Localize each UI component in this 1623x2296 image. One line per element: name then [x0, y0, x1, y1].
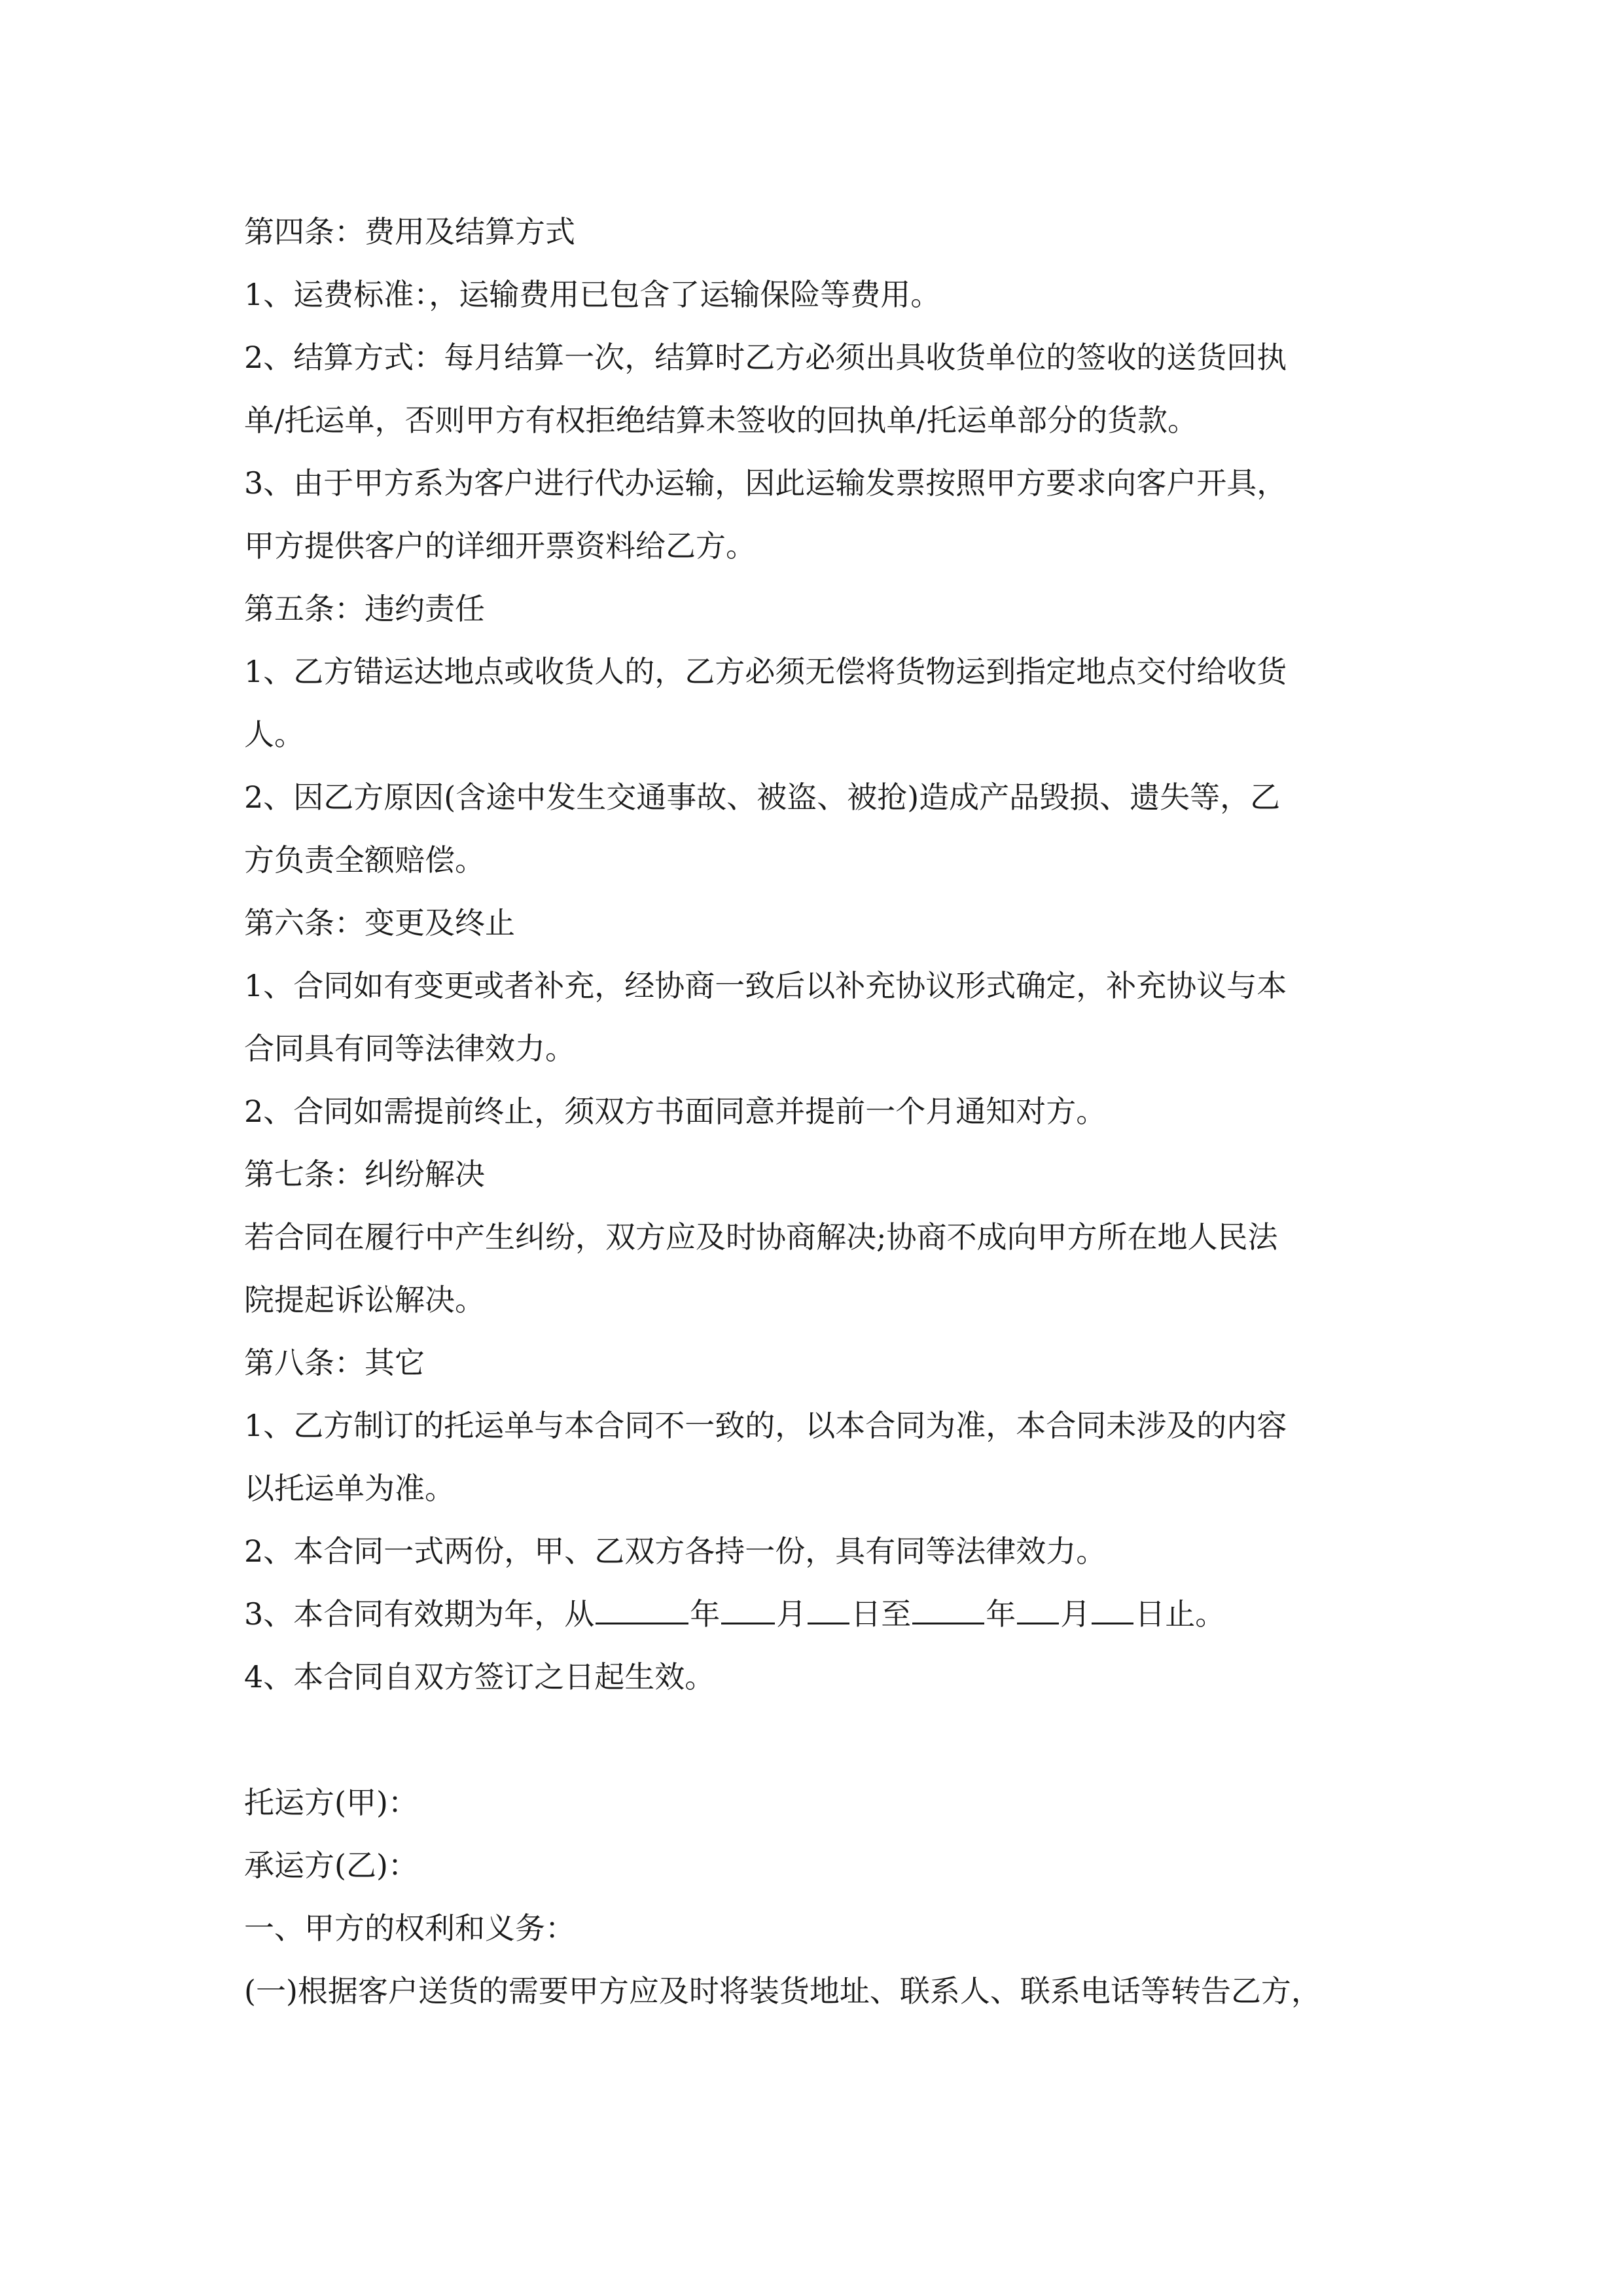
start-month-blank[interactable] — [721, 1594, 775, 1624]
article-7-text-line-2: 院提起诉讼解决。 — [244, 1282, 485, 1318]
start-day-label: 日至 — [851, 1596, 912, 1632]
article-4-item-2-line-2: 单/托运单，否则甲方有权拒绝结算未签收的回执单/托运单部分的货款。 — [244, 403, 1198, 438]
end-year-blank[interactable] — [912, 1594, 984, 1624]
article-6-title: 第六条：变更及终止 — [244, 905, 515, 941]
article-5-item-2-line-1: 2、因乙方原因(含途中发生交通事故、被盗、被抢)造成产品毁损、遗失等，乙 — [244, 780, 1281, 815]
article-8-item-1-line-2: 以托运单为准。 — [244, 1471, 455, 1506]
end-year-label: 年 — [986, 1596, 1016, 1632]
end-month-label: 月 — [1060, 1596, 1091, 1632]
end-month-blank[interactable] — [1017, 1594, 1059, 1624]
article-8-item-3 — [244, 1583, 1396, 1645]
section-1-title: 一、甲方的权利和义务： — [244, 1910, 575, 1946]
start-day-blank[interactable] — [808, 1594, 849, 1624]
shipper-party-label: 托运方(甲)： — [244, 1785, 418, 1820]
start-year-label: 年 — [690, 1596, 721, 1632]
article-4-title: 第四条：费用及结算方式 — [244, 214, 575, 249]
article-6-item-1-line-1: 1、合同如有变更或者补充，经协商一致后以补充协议形式确定，补充协议与本 — [244, 968, 1287, 1003]
article-5-item-1-line-1: 1、乙方错运达地点或收货人的，乙方必须无偿将货物运到指定地点交付给收货 — [244, 654, 1287, 689]
end-day-blank[interactable] — [1092, 1594, 1133, 1624]
article-5-item-2-line-2: 方负责全额赔偿。 — [244, 842, 485, 878]
article-8-item-1-line-1: 1、乙方制订的托运单与本合同不一致的，以本合同为准，本合同未涉及的内容 — [244, 1408, 1287, 1443]
section-1-item-1: (一)根据客户送货的需要甲方应及时将装货地址、联系人、联系电话等转告乙方， — [244, 1973, 1321, 2009]
article-7-title: 第七条：纠纷解决 — [244, 1157, 485, 1192]
start-year-blank[interactable] — [596, 1594, 688, 1624]
spacer — [244, 1708, 1396, 1771]
validity-prefix: 3、本合同有效期为年，从 — [244, 1596, 595, 1632]
contract-body — [244, 200, 1396, 2022]
start-month-label: 月 — [776, 1596, 807, 1632]
article-8-item-2: 2、本合同一式两份，甲、乙双方各持一份，具有同等法律效力。 — [244, 1534, 1107, 1569]
carrier-party-label: 承运方(乙)： — [244, 1848, 418, 1883]
article-4-item-1: 1、运费标准：，运输费用已包含了运输保险等费用。 — [244, 277, 941, 312]
article-6-item-2: 2、合同如需提前终止，须双方书面同意并提前一个月通知对方。 — [244, 1094, 1107, 1129]
article-8-item-4: 4、本合同自双方签订之日起生效。 — [244, 1659, 715, 1695]
article-6-item-1-line-2: 合同具有同等法律效力。 — [244, 1031, 575, 1066]
article-5-title: 第五条：违约责任 — [244, 591, 485, 626]
article-4-item-3-line-1: 3、由于甲方系为客户进行代办运输，因此运输发票按照甲方要求向客户开具， — [244, 465, 1287, 501]
article-5-item-1-line-2: 人。 — [244, 717, 304, 752]
article-4-item-3-line-2: 甲方提供客户的详细开票资料给乙方。 — [244, 528, 756, 564]
article-7-text-line-1: 若合同在履行中产生纠纷，双方应及时协商解决;协商不成向甲方所在地人民法 — [244, 1219, 1278, 1255]
end-day-label: 日止。 — [1135, 1596, 1226, 1632]
article-8-title: 第八条：其它 — [244, 1345, 425, 1380]
article-4-item-2-line-1: 2、结算方式：每月结算一次，结算时乙方必须出具收货单位的签收的送货回执 — [244, 340, 1287, 375]
